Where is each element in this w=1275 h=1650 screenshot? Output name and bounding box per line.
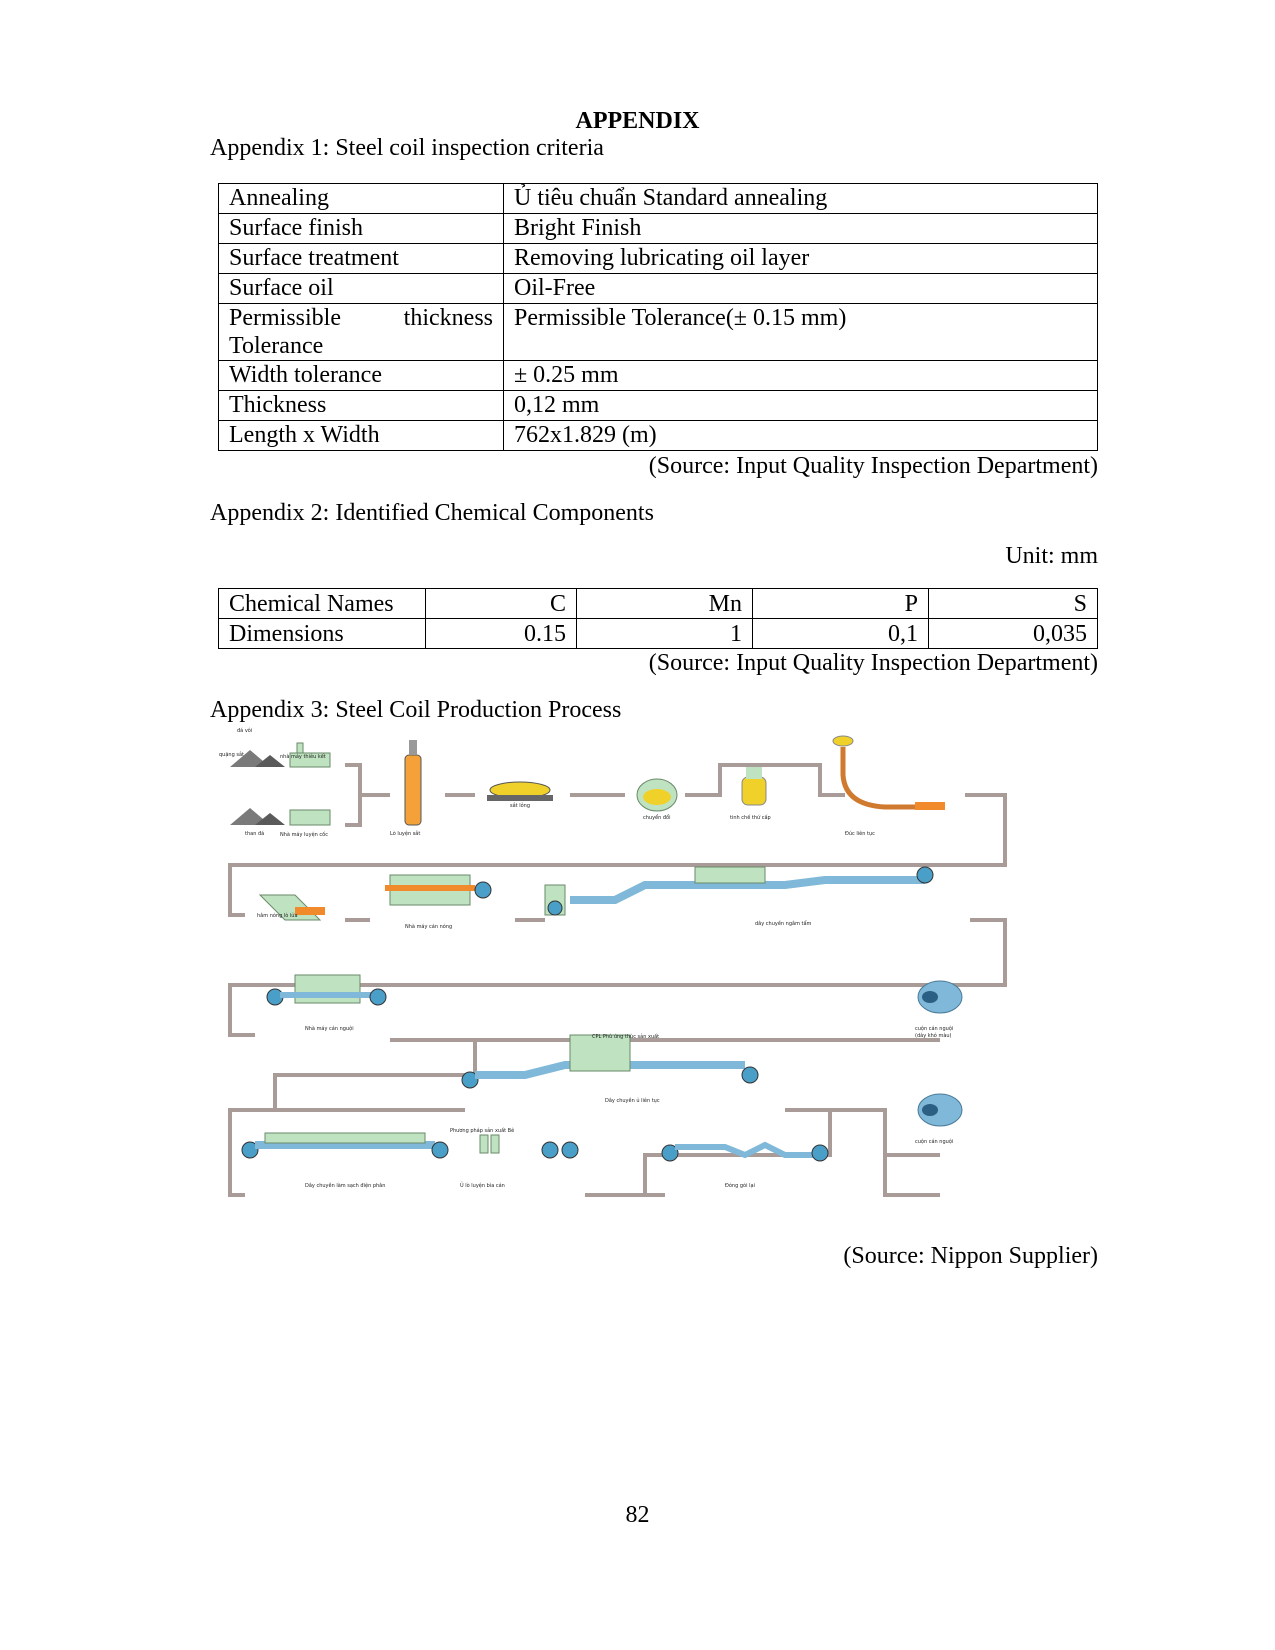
continuous-annealing-line-icon xyxy=(462,1035,758,1088)
hot-rolling-mill-icon xyxy=(385,875,491,905)
diagram-label: Đóng gói lại xyxy=(725,1183,755,1189)
pig-iron-car-icon xyxy=(487,782,553,801)
page-number: 82 xyxy=(625,1502,650,1528)
diagram-label: CPL Phù ứng thùc sản xuất xyxy=(592,1034,660,1040)
cold-rolling-mill-icon xyxy=(267,975,386,1005)
batch-annealing-icon xyxy=(480,1135,578,1158)
criteria-label: Surface oil xyxy=(219,274,504,304)
table-row xyxy=(219,391,1098,421)
header-cell: P xyxy=(753,589,929,619)
label-part: thickness xyxy=(403,305,493,331)
table-row xyxy=(219,214,1098,244)
diagram-label: Lò luyện sắt xyxy=(390,831,421,837)
header-cell: C xyxy=(426,589,577,619)
diagram-label: đá vôi xyxy=(237,728,253,734)
diagram-label: Nhà máy luyện cốc xyxy=(280,832,328,838)
diagram-label: Ủ lò luyện bìa cán xyxy=(460,1183,505,1189)
criteria-value: Removing lubricating oil layer xyxy=(504,244,1098,274)
diagram-label: Dây chuyền làm sạch điện phân xyxy=(305,1183,386,1189)
table-row xyxy=(219,274,1098,304)
diagram-label: nhà máy thiêu kết xyxy=(280,754,326,760)
converter-icon xyxy=(637,779,677,811)
diagram-label: Đúc liên tục xyxy=(845,831,875,837)
label-part: Permissible xyxy=(229,305,341,331)
header-cell: Chemical Names xyxy=(219,589,426,619)
production-process-diagram xyxy=(219,728,1015,1220)
label-part: Tolerance xyxy=(229,333,324,359)
appendix-heading: APPENDIX xyxy=(575,108,700,134)
appendix3-source: (Source: Nippon Supplier) xyxy=(843,1243,1098,1269)
unit-label: Unit: mm xyxy=(1005,543,1098,569)
appendix3-caption: Appendix 3: Steel Coil Production Process xyxy=(210,697,622,723)
table-row xyxy=(219,244,1098,274)
criteria-value: 762x1.829 (m) xyxy=(504,421,1098,451)
diagram-label: Nhà máy cán nguội xyxy=(305,1026,354,1032)
diagram-label: (dày khó màu) xyxy=(915,1033,952,1039)
diagram-label: dây chuyền ngâm tẩm xyxy=(755,921,812,927)
diagram-label: hâm nóng lò lửa xyxy=(257,913,298,919)
appendix2-caption: Appendix 2: Identified Chemical Components xyxy=(210,500,654,526)
appendix1-caption: Appendix 1: Steel coil inspection criteria xyxy=(210,135,604,161)
coil-icon xyxy=(918,1094,962,1126)
continuous-casting-icon xyxy=(833,736,945,810)
criteria-value: Oil-Free xyxy=(504,274,1098,304)
diagram-label: quặng sắt xyxy=(219,752,244,758)
diagram-label: Nhà máy cán nóng xyxy=(405,924,453,930)
pickling-line-icon xyxy=(545,867,933,915)
table-row xyxy=(219,619,1098,649)
table-cell: 0,1 xyxy=(753,619,929,649)
refining-icon xyxy=(742,767,766,805)
criteria-value: Ủ tiêu chuẩn Standard annealing xyxy=(504,184,1098,214)
header-cell: S xyxy=(929,589,1098,619)
criteria-label: Surface finish xyxy=(219,214,504,244)
diagram-label: cuộn cán nguội xyxy=(915,1139,954,1145)
table-row xyxy=(219,421,1098,451)
criteria-value: ± 0.25 mm xyxy=(504,361,1098,391)
table-row xyxy=(219,361,1098,391)
criteria-value: Bright Finish xyxy=(504,214,1098,244)
table-cell: 1 xyxy=(577,619,753,649)
criteria-label: Width tolerance xyxy=(219,361,504,391)
diagram-label: cuộn cán nguội xyxy=(915,1026,954,1032)
table-row xyxy=(219,184,1098,214)
inspection-criteria-table xyxy=(218,183,1098,451)
table-row xyxy=(219,304,1098,361)
criteria-label: Surface treatment xyxy=(219,244,504,274)
criteria-label: Annealing xyxy=(219,184,504,214)
diagram-label: sắt lỏng xyxy=(510,803,531,809)
table-row xyxy=(219,589,1098,619)
criteria-label: Length x Width xyxy=(219,421,504,451)
header-cell: Mn xyxy=(577,589,753,619)
chemical-components-table xyxy=(218,588,1098,649)
table-cell: Dimensions xyxy=(219,619,426,649)
coil-icon xyxy=(918,981,962,1013)
table-cell: 0.15 xyxy=(426,619,577,649)
criteria-value: 0,12 mm xyxy=(504,391,1098,421)
blast-furnace-icon xyxy=(405,740,421,825)
diagram-label: chuyển đổi xyxy=(643,815,671,821)
criteria-label xyxy=(219,304,504,361)
table-cell: 0,035 xyxy=(929,619,1098,649)
diagram-label: Phương pháp sản xuất Bê xyxy=(450,1128,515,1134)
criteria-label: Thickness xyxy=(219,391,504,421)
appendix2-source: (Source: Input Quality Inspection Department) xyxy=(648,650,1098,676)
diagram-label: than đá xyxy=(245,831,265,837)
electrolytic-cleaning-line-icon xyxy=(242,1133,448,1158)
appendix1-source: (Source: Input Quality Inspection Department) xyxy=(648,453,1098,479)
criteria-value: Permissible Tolerance(± 0.15 mm) xyxy=(504,304,1098,361)
diagram-label: tinh chế thứ cấp xyxy=(730,815,771,821)
diagram-label: Dây chuyền ủ liên tục xyxy=(605,1098,660,1104)
